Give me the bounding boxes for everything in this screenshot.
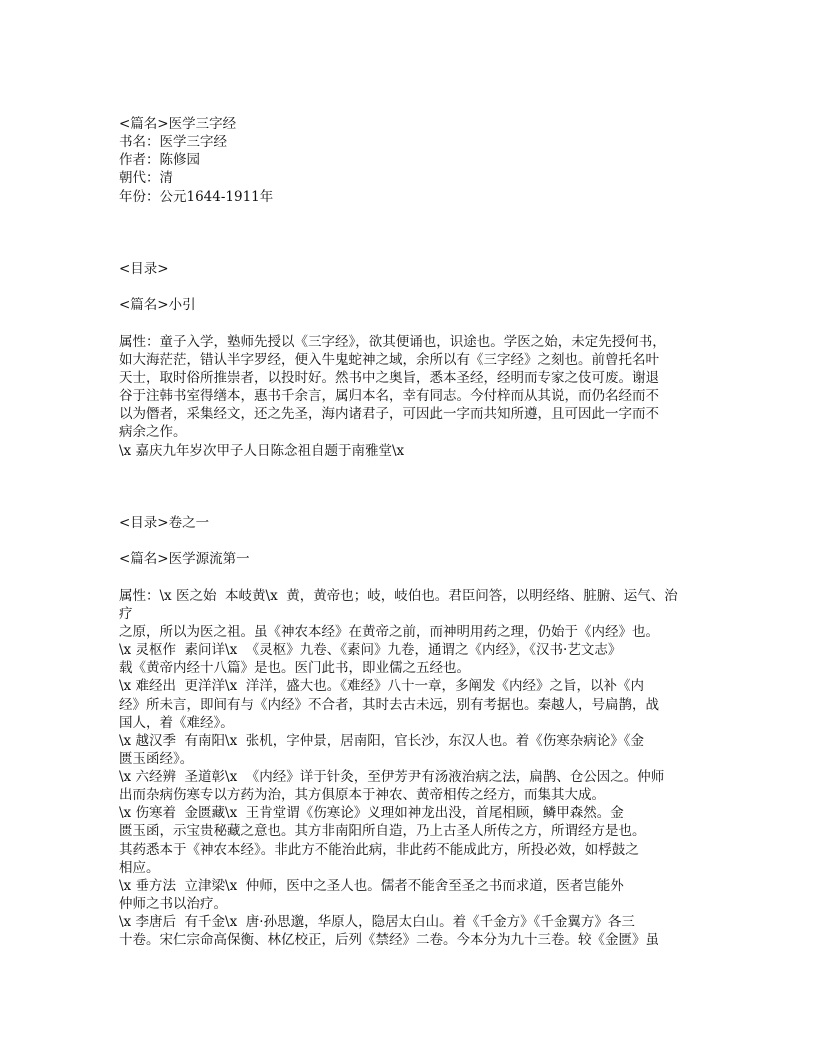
- text-line: 疗: [119, 605, 133, 622]
- text-line: \x 越汉季 有南阳\x 张机，字仲景，居南阳，官长沙，东汉人也。着《伤寒杂病论》《金: [119, 732, 645, 749]
- text-line: 年份：公元1644-1911年: [119, 188, 274, 205]
- text-line: \x 伤寒着 金匮藏\x 王肯堂谓《伤寒论》义理如神龙出没，首尾相顾，鳞甲森然。金: [119, 805, 624, 822]
- text-line: 经》所未言，即间有与《内经》不合者，其时去古未远，别有考据也。秦越人，号扁鹊，战: [119, 696, 659, 713]
- text-line: <篇名>小引: [119, 297, 196, 314]
- text-line: \x 灵枢作 素问详\x 《灵枢》九卷、《素问》九卷，通谓之《内经》，《汉书·艺文志》: [119, 642, 622, 659]
- text-line: <目录>: [119, 261, 169, 278]
- text-line: 属性：\x 医之始 本岐黄\x 黄，黄帝也；岐，岐伯也。君臣问答，以明经络、脏腑、运气、治: [119, 587, 678, 604]
- text-line: 匮玉函经》。: [119, 750, 194, 767]
- blank-line: [119, 206, 719, 224]
- text-line: \x 李唐后 有千金\x 唐·孙思邈，华原人，隐居太白山。着《千金方》《千金翼方》各三: [119, 914, 635, 931]
- text-line: 出而杂病伤寒专以方药为治，其方俱原本于神农、黄帝相传之经方，而集其大成。: [119, 787, 605, 804]
- text-line: 书名：医学三字经: [119, 134, 227, 151]
- text-line: 属性：童子入学，塾师先授以《三字经》，欲其便诵也，识途也。学医之始，未定先授何书，: [119, 333, 666, 350]
- text-line: 其药悉本于《神农本经》。非此方不能治此病，非此药不能成此方，所投必效，如桴鼓之: [119, 841, 639, 858]
- text-line: 之原，所以为医之祖。虽《神农本经》在黄帝之前，而神明用药之理，仍始于《内经》也。: [119, 623, 659, 640]
- text-line: <篇名>医学源流第一: [119, 551, 250, 568]
- text-line: 十卷。宋仁宗命高保衡、林亿校正，后列《禁经》二卷。今本分为九十三卷。较《金匮》虽: [119, 932, 659, 949]
- blank-line: [119, 242, 719, 260]
- text-line: 病余之作。: [119, 424, 187, 441]
- text-line: \x 垂方法 立津梁\x 仲师，医中之圣人也。儒者不能舍至圣之书而求道，医者岂能外: [119, 877, 624, 894]
- text-line: <篇名>医学三字经: [119, 116, 237, 132]
- document-page: [119, 115, 719, 949]
- text-line: 谷于注韩书室得缮本，惠书千余言，属归本名，幸有同志。今付梓而从其说，而仍名经而不: [119, 388, 659, 405]
- blank-line: [119, 532, 719, 550]
- text-line: \x 嘉庆九年岁次甲子人日陈念祖自题于南雅堂\x: [119, 442, 405, 459]
- text-line: 天士，取时俗所推崇者，以投时好。然书中之奥旨，悉本圣经，经明而专家之伎可废。谢退: [119, 369, 659, 386]
- text-line: \x 难经出 更洋洋\x 洋洋，盛大也。《难经》八十一章，多阐发《内经》之旨，以补《内: [119, 678, 645, 695]
- text-line: \x 六经辨 圣道彰\x 《内经》详于针灸，至伊芳尹有汤液治病之法，扁鹊、仓公因之。仲师: [119, 769, 665, 786]
- text-line: <目录>卷之一: [119, 515, 210, 532]
- text-line: 国人，着《难经》。: [119, 714, 234, 731]
- blank-line: [119, 278, 719, 296]
- blank-line: [119, 315, 719, 333]
- blank-line: [119, 460, 719, 478]
- text-line: 载《黄帝内经十八篇》是也。医门此书，即业儒之五经也。: [119, 660, 470, 677]
- text-line: 朝代：清: [119, 170, 173, 187]
- text-line: 相应。: [119, 859, 160, 876]
- text-line: 以为僭者，采集经文，还之先圣，海内诸君子，可因此一字而共知所遵，且可因此一字而不: [119, 406, 659, 423]
- text-line: 作者：陈修园: [119, 152, 200, 169]
- blank-line: [119, 478, 719, 496]
- text-line: 仲师之书以治疗。: [119, 896, 227, 913]
- text-line: 如大海茫茫，错认半字罗经，便入牛鬼蛇神之域，余所以有《三字经》之刻也。前曾托名叶: [119, 351, 659, 368]
- text-line: 匮玉函，示宝贵秘藏之意也。其方非南阳所自造，乃上古圣人所传之方，所谓经方是也。: [119, 823, 646, 840]
- blank-line: [119, 569, 719, 587]
- blank-line: [119, 224, 719, 242]
- blank-line: [119, 496, 719, 514]
